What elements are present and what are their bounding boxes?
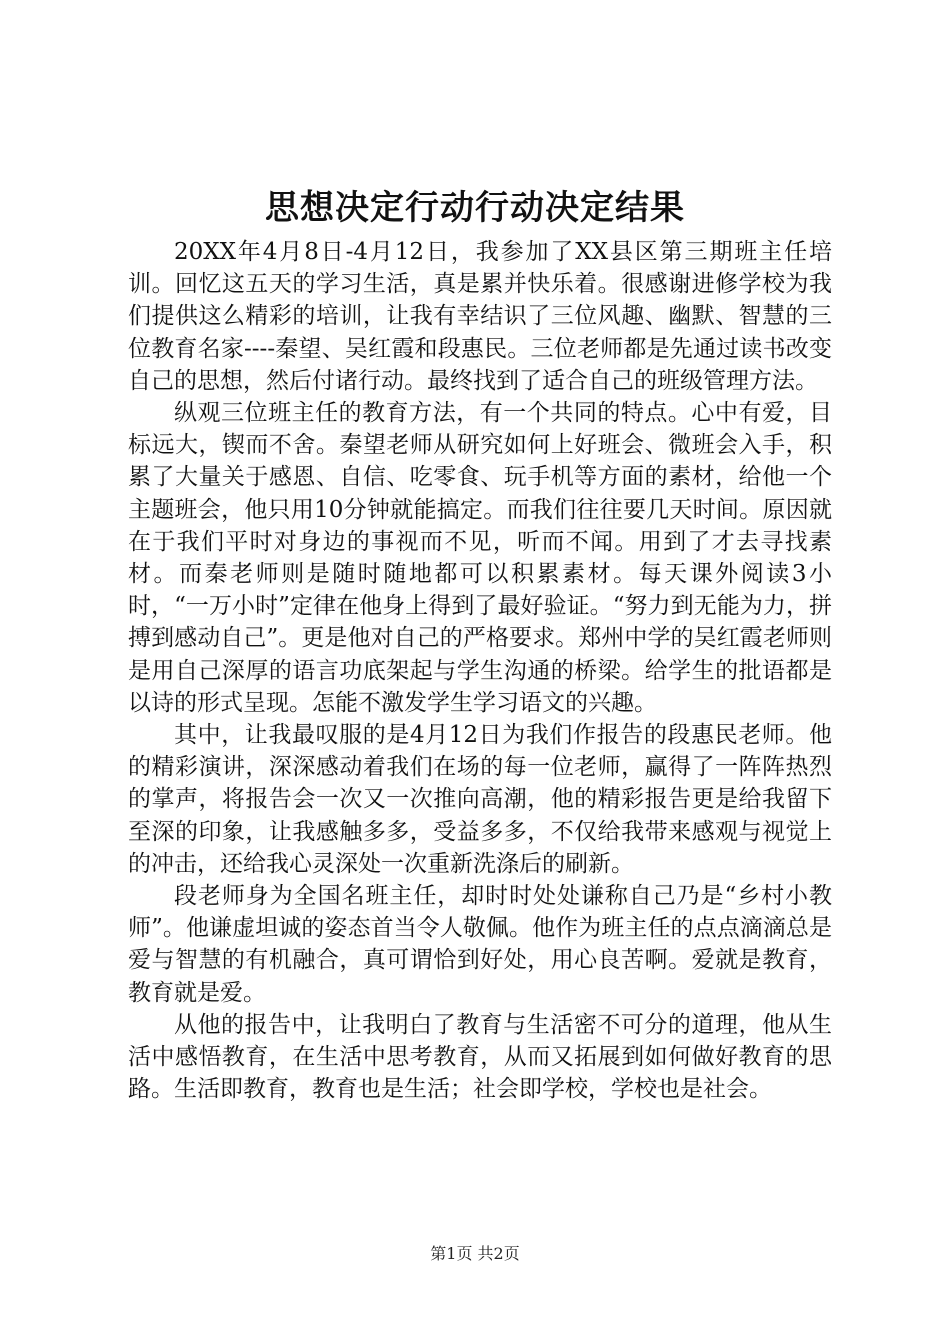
paragraph-1: 20XX年4月8日-4月12日，我参加了XX县区第三期班主任培训。回忆这五天的学习生活，真是累并快乐着。很感谢进修学校为我们提供这么精彩的培训，让我有幸结识了三位风趣、幽默、智慧的三位教育名家----秦望、吴红霞和段惠民。三位老师都是先通过读书改变自己的思想，然后付诸行动。最终找到了适合自己的班级管理方法。 <box>128 239 832 394</box>
paragraph-2: 纵观三位班主任的教育方法，有一个共同的特点。心中有爱，目标远大，锲而不舍。秦望老师从研究如何上好班会、微班会入手，积累了大量关于感恩、自信、吃零食、玩手机等方面的素材，给他一个主题班会，他只用10分钟就能搞定。而我们往往要几天时间。原因就在于我们平时对身边的事视而不见，听而不闻。用到了才去寻找素材。而秦老师则是随时随地都可以积累素材。每天课外阅读3小时，“一万小时”定律在他身上得到了最好验证。“努力到无能为力，拼搏到感动自己”。更是他对自己的严格要求。郑州中学的吴红霞老师则是用自己深厚的语言功底架起与学生沟通的桥梁。给学生的批语都是以诗的形式呈现。怎能不激发学生学习语文的兴趣。 <box>128 400 832 716</box>
page-footer: 第1页 共2页 <box>430 1244 520 1263</box>
document-body <box>128 236 832 1105</box>
paragraph-3: 其中，让我最叹服的是4月12日为我们作报告的段惠民老师。他的精彩演讲，深深感动着我们在场的每一位老师，赢得了一阵阵热烈的掌声，将报告会一次又一次推向高潮，他的精彩报告更是给我留下至深的印象，让我感触多多，受益多多，不仅给我带来感观与视觉上的冲击，还给我心灵深处一次重新洗涤后的刷新。 <box>128 722 832 877</box>
paragraph-4: 段老师身为全国名班主任，却时时处处谦称自己乃是“乡村小教师”。他谦虚坦诚的姿态首当令人敬佩。他作为班主任的点点滴滴总是爱与智慧的有机融合，真可谓恰到好处，用心良苦啊。爱就是教育，教育就是爱。 <box>128 883 832 1006</box>
document-title: 思想决定行动行动决定结果 <box>265 188 685 228</box>
paragraph-5: 从他的报告中，让我明白了教育与生活密不可分的道理，他从生活中感悟教育，在生活中思考教育，从而又拓展到如何做好教育的思路。生活即教育，教育也是生活；社会即学校，学校也是社会。 <box>128 1011 832 1103</box>
